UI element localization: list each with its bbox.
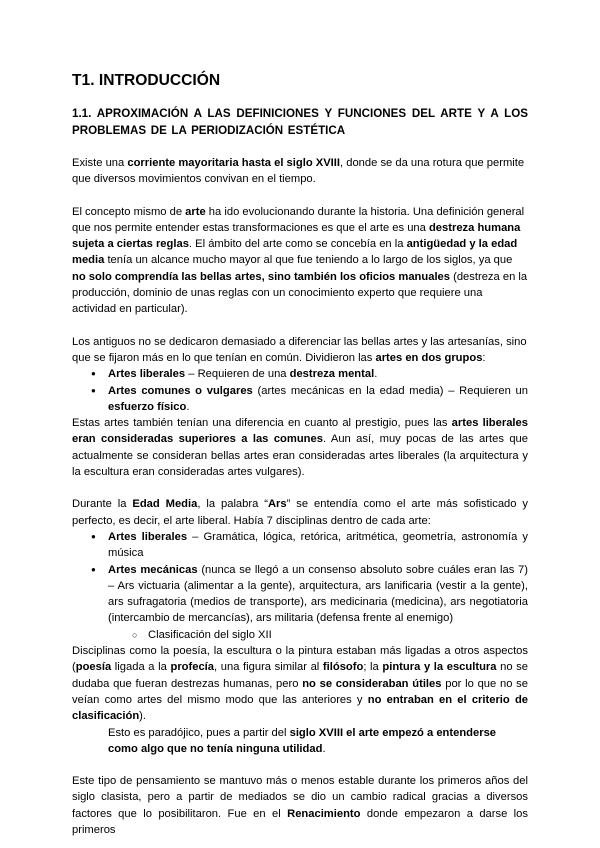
list-disciplinas	[72, 529, 528, 643]
paragraph-antiguos: Los antiguos no se dedicaron demasiado a diferenciar las bellas artes y las artesanías, sino que se fijaron más en lo que tenían en común. Dividieron las artes en dos grupos:	[72, 335, 527, 364]
paragraph-concepto-arte: El concepto mismo de arte ha ido evolucionando durante la historia. Una definición general que nos permite entender estas transformaciones es que el arte es una destreza humana sujeta a ciertas reglas. El ámbito del arte como se concebía en la antigüedad y la edad media tenía un alcance mucho mayor al que fue teniendo a lo largo de los siglos, ya que no solo comprendía las bellas artes, sino también los oficios manuales (destreza en la producción, dominio de unas reglas con un conocimiento experto que requiere una actividad en particular).	[72, 205, 528, 316]
list-item-artes-liberales: ● Artes liberales – Requieren de una destreza mental.	[108, 366, 528, 382]
section-heading: 1.1. APROXIMACIÓN A LAS DEFINICIONES Y FUNCIONES DEL ARTE Y A LOS PROBLEMAS DE LA PERIODIZACIÓN ESTÉTICA	[72, 107, 528, 137]
page-title: T1. INTRODUCCIÓN	[72, 72, 221, 89]
sublist-item-clasificacion: ○ Clasificación del siglo XII	[148, 627, 528, 643]
paragraph-prestigio: Estas artes también tenían una diferencia en cuanto al prestigio, pues las artes liberales eran consideradas superiores a las comunes. Aun así, muy pocas de las artes que actualmente se consideran bellas artes eran consideradas artes liberales (la arquitectura y la escultura eran consideradas artes vulgares).	[72, 417, 528, 479]
list-item-artes-liberales-disciplinas: ● Artes liberales – Gramática, lógica, retórica, aritmética, geometría, astronomía y música	[108, 529, 528, 562]
paragraph-renacimiento: Este tipo de pensamiento se mantuvo más o menos estable durante los primeros años del siglo clasista, pero a partir de mediados se dio un cambio radical gracias a diversos factores que lo posibilitaron. Fue en el Renacimiento donde empezaron a darse los primeros	[72, 775, 528, 836]
paragraph-disciplinas: Disciplinas como la poesía, la escultura o la pintura estaban más ligadas a otros aspectos (poesía ligada a la profecía, una figura similar al filósofo; la pintura y la escultura no se dudaba que fueran destrezas humanas, pero no se consideraban útiles por lo que no se veían como artes del mismo modo que las anteriores y no entraban en el criterio de clasificación).	[72, 645, 529, 723]
list-item-artes-comunes: ● Artes comunes o vulgares (artes mecánicas en la edad media) – Requieren un esfuerzo físico.	[108, 383, 528, 416]
paragraph-edad-media: Durante la Edad Media, la palabra “Ars” se entendía como el arte más sofisticado y perfecto, es decir, el arte liberal. Había 7 disciplinas dentro de cada arte:	[72, 498, 528, 527]
paragraph-corriente: Existe una corriente mayoritaria hasta el siglo XVIII, donde se da una rotura que permite que diversos movimientos convivan en el tiempo.	[72, 157, 525, 186]
list-dos-grupos	[72, 366, 528, 415]
paragraph-paradojico: Esto es paradójico, pues a partir del siglo XVIII el arte empezó a entenderse como algo que no tenía ninguna utilidad.	[108, 726, 497, 755]
list-item-artes-mecanicas: ● Artes mecánicas (nunca se llegó a un consenso absoluto sobre cuáles eran las 7) – Ars victuaria (alimentar a la gente), arquitectura, ars lanificaria (vestir a la gente), ars sufragatoria (medios de transporte), ars medicinaria (medicina), ars negotiatoria (intercambio de mercancías), ars militaria (defensa frente al enemigo) ○ Clasificación del siglo XII	[108, 562, 528, 643]
sublist-clasificacion	[108, 627, 528, 643]
